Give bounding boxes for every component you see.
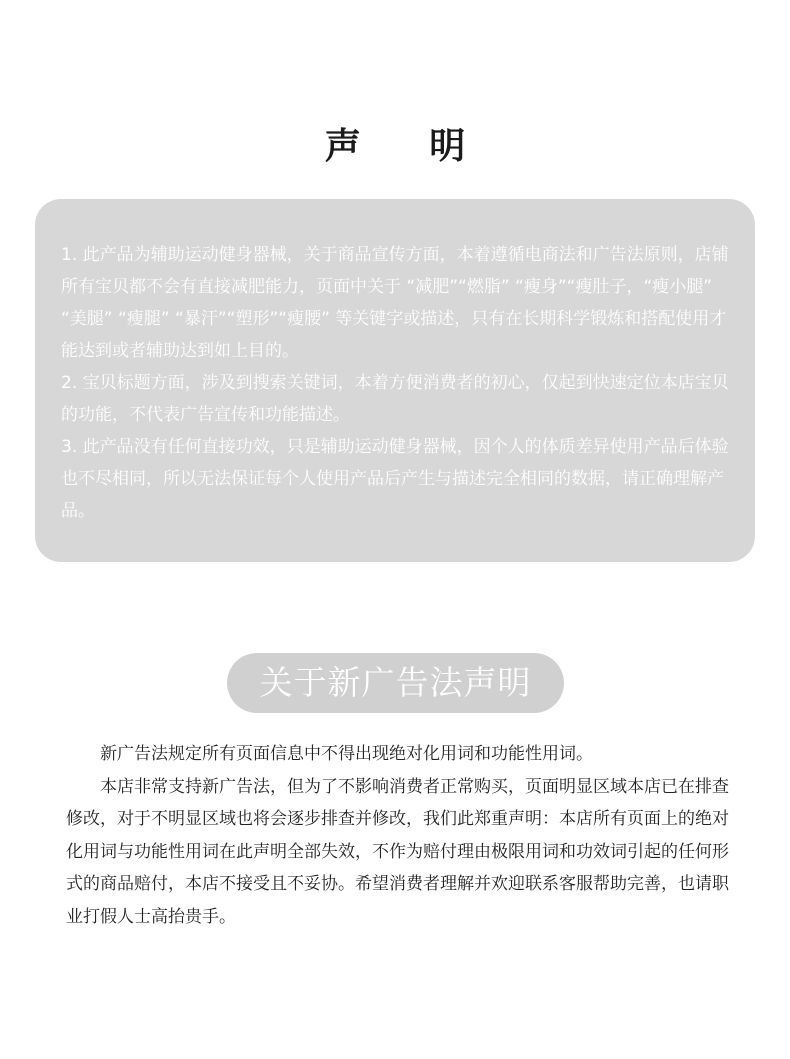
declaration-item-3: 3. 此产品没有任何直接功效，只是辅助运动健身器械，因个人的体质差异使用产品后体验也不尽相同，所以无法保证每个人使用产品后产生与描述完全相同的数据，请正确理解产品。 [61,437,729,521]
declaration-item-2: 2. 宝贝标题方面，涉及到搜索关键词，本着方便消费者的初心，仅起到快速定位本店宝贝的功能，不代表广告宣传和功能描述。 [61,373,729,425]
declaration-item-1: 1. 此产品为辅助运动健身器械，关于商品宣传方面，本着遵循电商法和广告法原则，店铺所有宝贝都不会有直接减肥能力，页面中关于 “减肥”“燃脂” “瘦身”“瘦肚子，“瘦小腿” “美腿” “瘦腿” “暴汗”“塑形”“瘦腰” 等关键字或描述，只有在长期科学锻炼和搭配使用才能达到或者辅助达到如上目的。 [61,245,729,361]
declaration-body [61,239,741,527]
declaration-card [35,199,755,562]
page-title: 声 明 [324,126,494,167]
ad-law-heading: 关于新广告法声明 [227,653,564,713]
ad-law-paragraph-1: 新广告法规定所有页面信息中不得出现绝对化用词和功能性用词。 [100,744,593,764]
ad-law-paragraph-2: 本店非常支持新广告法，但为了不影响消费者正常购买，页面明显区域本店已在排查修改，对于不明显区域也将会逐步排查并修改，我们此郑重声明：本店所有页面上的绝对化用词与功能性用词在此声明全部失效，不作为赔付理由极限用词和功效词引起的任何形式的商品赔付，本店不接受且不妥协。希望消费者理解并欢迎联系客服帮助完善，也请职业打假人士高抬贵手。 [66,776,729,927]
ad-law-body [66,738,730,933]
